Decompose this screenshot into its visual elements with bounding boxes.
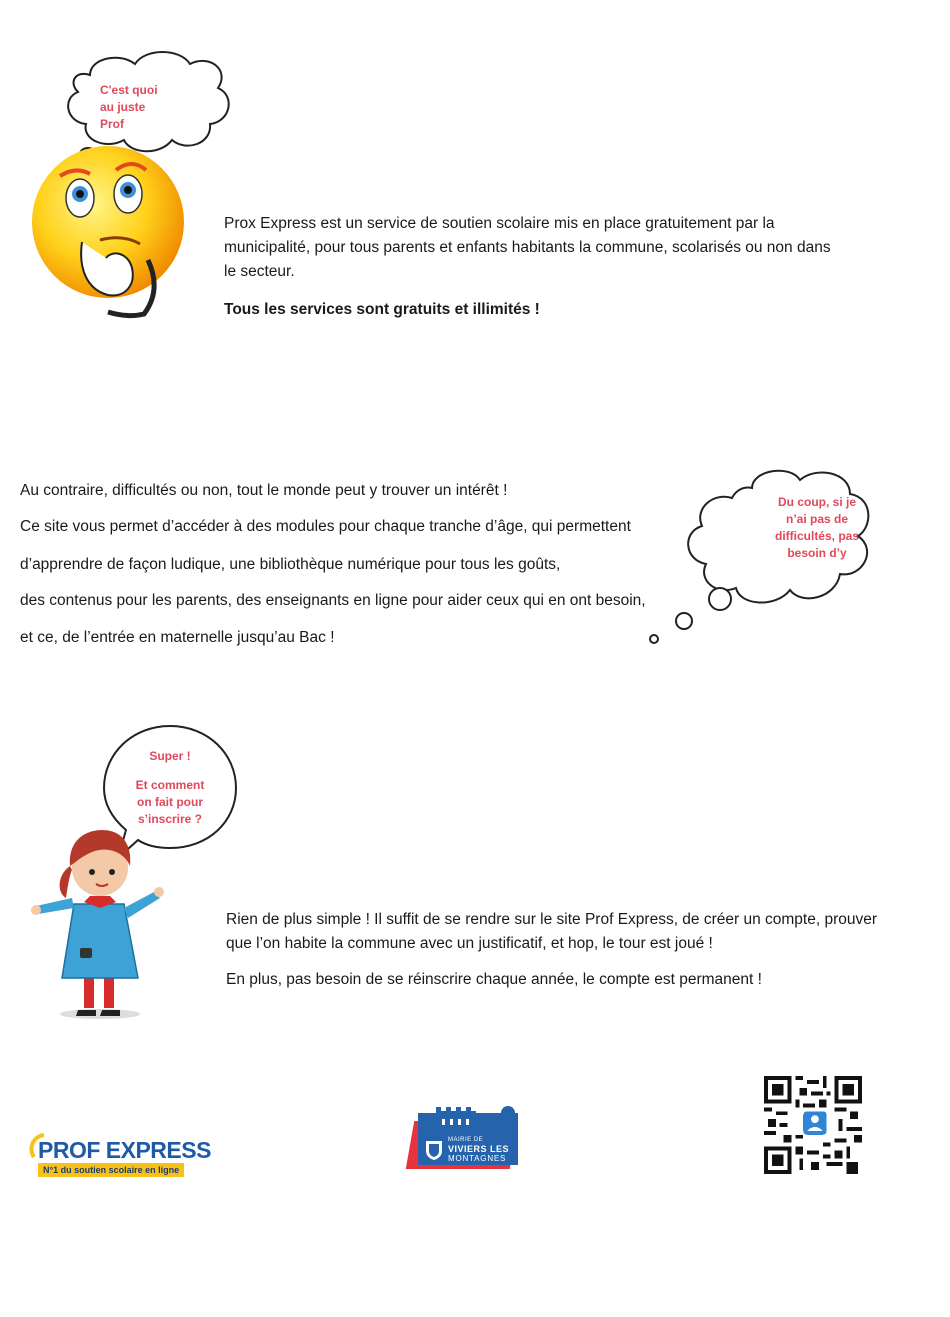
signup-paragraph: Rien de plus simple ! Il suffit de se rendre sur le site Prof Express, de créer un compte, prouver que l’on habite la commune avec un justificatif, et hop, le tour est joué !: [226, 911, 878, 952]
signup-paragraph-2: En plus, pas besoin de se réinscrire chaque année, le compte est permanent !: [226, 971, 762, 988]
benefits-line: d’apprendre de façon ludique, une bibliothèque numérique pour tous les goûts,: [20, 556, 561, 573]
speech-line: s’inscrire ?: [137, 812, 203, 826]
brand-tagline: N°1 du soutien scolaire en ligne: [38, 1163, 184, 1177]
intro-highlight: Tous les services sont gratuits et illimités !: [224, 301, 540, 318]
mairie-small-label: MAIRIE DE: [448, 1137, 484, 1143]
cloud-line: C'est quoi: [100, 83, 158, 97]
benefits-line: Ce site vous permet d’accéder à des modules pour chaque tranche d’âge, qui permettent: [20, 518, 631, 535]
thinking-smiley-icon: [28, 140, 208, 320]
speech-line: Et comment: [135, 778, 205, 792]
cloud-text-right: [755, 494, 879, 562]
castle-icon: [418, 1103, 518, 1133]
speech-line: on fait pour: [137, 795, 203, 809]
crest-icon: [424, 1139, 444, 1161]
benefits-line: Au contraire, difficultés ou non, tout le monde peut y trouver un intérêt !: [20, 482, 508, 499]
prof-express-logo: [30, 1133, 210, 1183]
intro-paragraph: Prox Express est un service de soutien scolaire mis en place gratuitement par la municipalité, pour tous parents et enfants habitants la commune, scolarisés ou non dans le secteur.: [224, 215, 831, 280]
cloud-line: Du coup, si je: [777, 495, 856, 509]
speech-bubble-text: [118, 748, 222, 828]
cloud-line: au juste: [100, 100, 146, 114]
benefits-line: des contenus pour les parents, des enseignants en ligne pour aider ceux qui en ont besoin,: [20, 592, 646, 609]
benefits-line: et ce, de l’entrée en maternelle jusqu’au Bac !: [20, 629, 335, 646]
mairie-logo: [406, 1103, 526, 1175]
cloud-text-top: [100, 82, 190, 133]
cloud-line: difficultés, pas: [774, 529, 860, 543]
girl-illustration-icon: [28, 822, 168, 1022]
cloud-line: n’ai pas de: [785, 512, 849, 526]
qr-code-icon[interactable]: [764, 1076, 862, 1174]
brand-name: PROF EXPRESS: [38, 1137, 211, 1163]
cloud-line: Prof: [100, 117, 124, 131]
cloud-line: besoin d’y: [787, 546, 847, 560]
speech-title: Super !: [149, 749, 191, 763]
mairie-name: VIVIERS LES: [448, 1144, 510, 1154]
mairie-name-2: MONTAGNES: [448, 1154, 507, 1163]
